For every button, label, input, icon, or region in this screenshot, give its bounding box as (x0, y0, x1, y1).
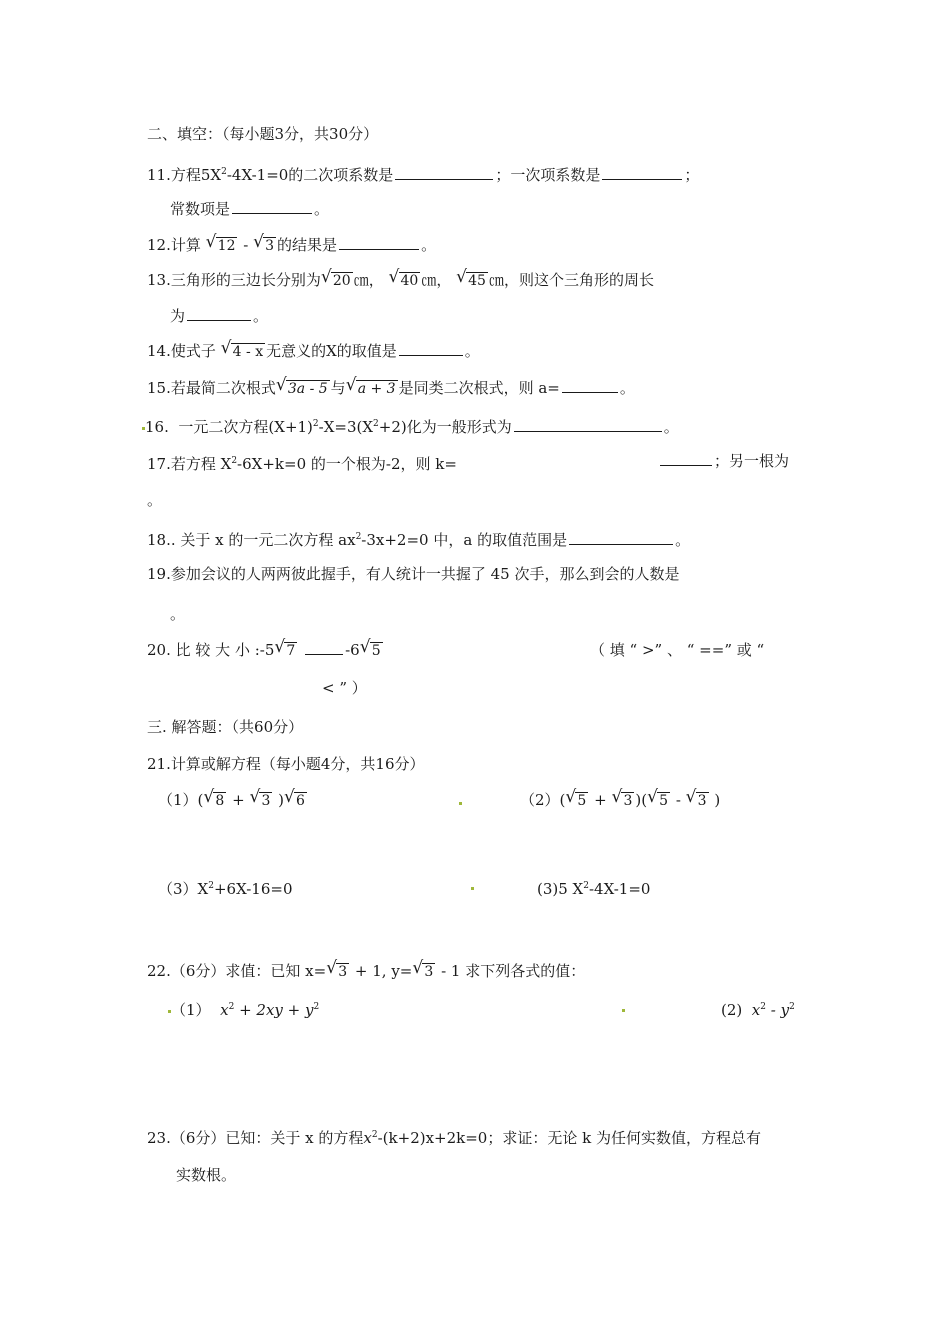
sup: 2 (228, 1002, 235, 1012)
sqrt-3: √ 3 (254, 235, 276, 256)
sup: 2 (373, 419, 379, 429)
q21-p4-label: (3)5 X (537, 880, 584, 898)
q20-text-d: < ” ） (322, 679, 367, 697)
q17-num: 17. (147, 455, 171, 473)
question-12 (147, 235, 436, 256)
sqrt-3: √ 3 (327, 961, 349, 982)
q17-text-c: ；另一根为 (714, 452, 790, 470)
q18-num: 18. (147, 531, 171, 549)
answer-blank[interactable] (339, 235, 419, 250)
q22-part2 (721, 997, 795, 1020)
answer-blank[interactable] (602, 165, 682, 180)
sqrt-20: √ 20 (322, 270, 353, 291)
q12-num: 12. (147, 236, 171, 254)
q13-text-b: ㎝，则这个三角形的周长 (488, 271, 654, 289)
q14-text-c: 。 (464, 342, 480, 360)
q20-num: 20. (147, 641, 171, 659)
sqrt-40: √ 40 (390, 270, 421, 291)
sqrt-5: √ 5 (566, 790, 588, 811)
q15-text-a: 若最简二次根式 (170, 379, 276, 397)
minus-sign: - (243, 236, 249, 254)
question-23 (147, 1125, 761, 1148)
q21-part1 (158, 790, 308, 811)
answer-blank[interactable] (305, 640, 343, 655)
q21-part2 (520, 790, 720, 811)
q13-unit-1: ㎝， (353, 271, 384, 289)
question-23-line2 (176, 1165, 236, 1185)
question-11 (147, 162, 699, 185)
q21-p2-label: （2）( (520, 791, 566, 809)
sqrt-3: √ 3 (413, 961, 435, 982)
q19-text-b: 。 (170, 605, 186, 623)
q11-text-a: 方程5X (170, 166, 222, 184)
answer-blank[interactable] (187, 306, 251, 321)
sqrt-4-minus-x: √ 4 - x (222, 341, 265, 362)
q23-x: x (363, 1129, 372, 1147)
q21-part3 (158, 876, 293, 899)
marker-dot (459, 802, 462, 805)
q21-text-a: 计算或解方程（每小题4分，共16分） (170, 755, 425, 773)
question-19-line2 (170, 604, 185, 624)
q16-text-b: -X=3(X (318, 418, 374, 436)
q12-text-b: 的结果是 (277, 236, 338, 254)
q16-num: 16. (145, 418, 169, 436)
q15-num: 15. (147, 379, 171, 397)
sqrt-3: √ 3 (612, 790, 634, 811)
close-paren: ) (278, 791, 285, 809)
q22-p1-x: x (220, 1001, 229, 1019)
q22-p1-label: （1） (171, 1001, 211, 1019)
q20-text-a: 比 较 大 小 :-5 (175, 641, 275, 659)
plus-sign: + (232, 791, 245, 809)
sqrt-7: √ 7 (275, 640, 297, 661)
q16-text-c: +2)化为一般形式为 (378, 418, 512, 436)
q22-p2-expr: - y (770, 1001, 790, 1019)
q13-text-a: 三角形的三边长分别为 (170, 271, 321, 289)
q11-num: 11. (147, 166, 171, 184)
sqrt-3: √ 3 (687, 790, 709, 811)
q15-text-b: 与 (330, 379, 346, 397)
q16-text-a: 一元二次方程(X+1) (178, 418, 313, 436)
q12-text-a: 计算 (170, 236, 201, 254)
sup: 2 (312, 419, 319, 429)
q13-text-c: 为 (170, 307, 186, 325)
question-13-line2 (170, 306, 268, 326)
sqrt-5: √ 5 (361, 640, 383, 661)
question-17 (147, 451, 457, 474)
question-17-line2 (147, 490, 162, 510)
marker-dot (622, 1009, 625, 1012)
sup: 2 (789, 1002, 795, 1012)
q22-text-b: + 1, y= (354, 962, 413, 980)
q20-text-b: -6 (345, 641, 360, 659)
answer-blank[interactable] (562, 378, 618, 393)
q11-text-c: ；一次项系数是 (495, 166, 601, 184)
marker-dot (471, 887, 474, 890)
sqrt-6: √ 6 (285, 790, 307, 811)
question-20-line2 (322, 678, 367, 698)
q13-text-d: 。 (253, 307, 269, 325)
q11-text-d: ； (684, 166, 700, 184)
sup: 2 (231, 456, 238, 466)
q21-p3-rest: +6X-16=0 (213, 880, 293, 898)
question-17-right (658, 451, 789, 471)
sup: 2 (208, 881, 214, 891)
question-20-right (590, 640, 764, 660)
minus-sign: - (675, 791, 681, 809)
question-20 (147, 640, 384, 661)
q20-text-c: （ 填 “ >” 、 “ ==” 或 “ (590, 641, 765, 659)
q21-num: 21. (147, 755, 171, 773)
q12-text-c: 。 (421, 236, 437, 254)
q15-text-d: 。 (619, 379, 635, 397)
answer-blank[interactable] (514, 417, 662, 432)
q13-unit-2: ㎝， (421, 271, 452, 289)
question-15 (147, 378, 635, 399)
q18-text-c: 。 (675, 531, 691, 549)
q21-p1-label: （1）( (158, 791, 204, 809)
q21-p3-label: （3）X (158, 880, 209, 898)
plus-sign: + (594, 791, 607, 809)
sqrt-a-plus-3: √ a + 3 (347, 378, 398, 399)
sup: 2 (355, 532, 362, 542)
question-16 (142, 414, 679, 437)
q21-part4 (537, 876, 650, 899)
q23-text-c: -(k+2)x+2k=0；求证：无论 k 为任何实数值，方程总有 (377, 1129, 761, 1147)
q23-num: 23. (147, 1129, 171, 1147)
q17-text-d: 。 (147, 491, 163, 509)
q18-text-a: . 关于 x 的一元二次方程 ax (170, 531, 356, 549)
sup: 2 (371, 1130, 378, 1140)
answer-blank[interactable] (660, 451, 712, 466)
sup: 2 (313, 1002, 320, 1012)
q15-text-c: 是同类二次根式，则 a= (398, 379, 560, 397)
q22-p2-x: x (751, 1001, 761, 1019)
q14-num: 14. (147, 342, 171, 360)
question-13 (147, 270, 654, 291)
paren-mid: )( (635, 791, 648, 809)
q22-text-a: （6分）求值：已知 x= (170, 962, 327, 980)
q14-text-b: 无意义的X的取值是 (266, 342, 397, 360)
q19-num: 19. (147, 565, 171, 583)
q19-text-a: 参加会议的人两两彼此握手，有人统计一共握了 45 次手，那么到会的人数是 (170, 565, 680, 583)
q11-text-b: -4X-1=0的二次项系数是 (226, 166, 394, 184)
sqrt-45: √ 45 (457, 270, 488, 291)
question-14 (147, 341, 480, 362)
q22-num: 22. (147, 962, 171, 980)
q23-text-a: （6分）已知：关于 x 的方程 (170, 1129, 364, 1147)
q18-text-b: -3x+2=0 中，a 的取值范围是 (361, 531, 568, 549)
question-21 (147, 754, 425, 774)
question-19 (147, 564, 680, 584)
answer-blank[interactable] (232, 199, 312, 214)
sqrt-3a-minus-5: √ 3a - 5 (277, 378, 330, 399)
sup: 2 (221, 167, 227, 177)
q14-text-a: 使式子 (170, 342, 216, 360)
sup: 2 (583, 881, 589, 891)
q11-text-f: 。 (314, 200, 330, 218)
q17-text-a: 若方程 X (170, 455, 232, 473)
section2-title: 二、填空：（每小题3分，共30分） (147, 125, 379, 143)
q22-part1 (168, 997, 319, 1020)
q23-text-d: 实数根。 (176, 1166, 237, 1184)
section3-title: 三. 解答题：（共60分） (147, 718, 304, 736)
q22-p2-label: (2) (721, 1001, 743, 1019)
close-paren: ) (714, 791, 721, 809)
q11-text-e: 常数项是 (170, 200, 231, 218)
q17-text-b: -6X+k=0 的一个根为-2，则 k= (237, 455, 457, 473)
q22-text-c: - 1 求下列各式的值： (441, 962, 586, 980)
q13-num: 13. (147, 271, 171, 289)
question-18 (147, 527, 690, 550)
sqrt-8: √ 8 (204, 790, 226, 811)
question-22 (147, 961, 585, 982)
q21-p4-rest: -4X-1=0 (588, 880, 651, 898)
answer-blank[interactable] (569, 530, 673, 545)
question-11-line2 (170, 199, 329, 219)
sqrt-5: √ 5 (648, 790, 670, 811)
sqrt-3: √ 3 (250, 790, 272, 811)
sqrt-12: √ 12 (207, 235, 238, 256)
answer-blank[interactable] (399, 341, 463, 356)
q22-p1-expr: + 2xy + y (239, 1001, 314, 1019)
sup: 2 (760, 1002, 766, 1012)
q16-text-d: 。 (663, 418, 679, 436)
answer-blank[interactable] (395, 165, 493, 180)
